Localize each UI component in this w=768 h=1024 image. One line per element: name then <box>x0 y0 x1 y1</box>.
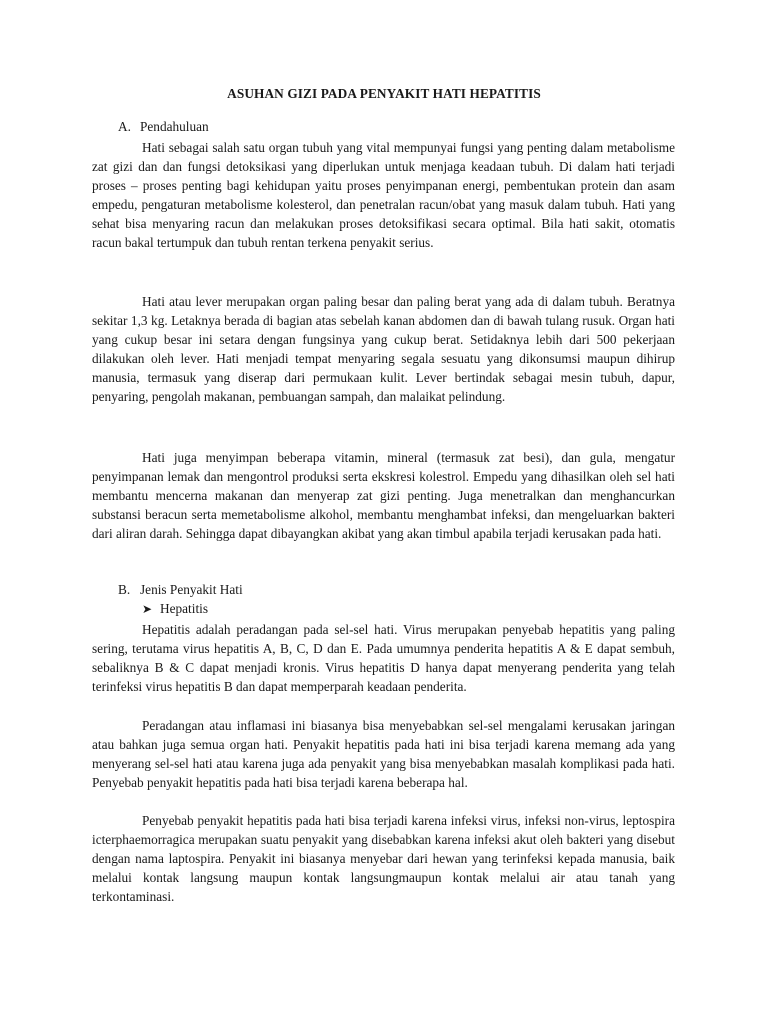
section-a-letter: A. <box>118 119 131 134</box>
paragraph <box>92 811 675 906</box>
paragraph <box>92 292 675 407</box>
paragraph-text: Penyebab penyakit hepatitis pada hati bisa terjadi karena infeksi virus, infeksi non-virus, leptospira icterphaemorragica merupakan suatu penyakit yang disebabkan karena infeksi akut oleh bakteri yang disebut dengan nama laptospira. Penyakit ini biasanya menyebar dari hewan yang terinfeksi kepada manusia, baik melalui kontak langsung maupun kontak langsungmaupun kontak melalui air atau tanah yang terkontaminasi. <box>92 813 675 905</box>
section-b-heading <box>118 582 243 598</box>
section-a-heading <box>118 119 209 135</box>
arrow-right-icon: ➤ <box>142 602 153 616</box>
paragraph-text: Hepatitis adalah peradangan pada sel-sel hati. Virus merupakan penyebab hepatitis yang paling sering, terutama virus hepatitis A, B, C, D dan E. Pada umumnya penderita hepatitis A & E dapat sembuh, sebaliknya B & C dapat menjadi kronis. Virus hepatitis D hanya dapat menyerang penderita yang telah terinfeksi virus hepatitis B dan dapat memperparah keadaan penderita. <box>92 622 675 695</box>
paragraph <box>92 716 675 792</box>
paragraph-text: Hati sebagai salah satu organ tubuh yang vital mempunyai fungsi yang penting dalam metabolisme zat gizi dan dan fungsi detoksikasi yang diperlukan untuk menjaga keadaan tubuh. Di dalam hati terjadi proses – proses penting bagi kehidupan yaitu proses penyimpanan energi, pembentukan protein dan asam empedu, pengaturan metabolisme kolesterol, dan penetralan racun/obat yang masuk dalam tubuh. Hati yang sehat bisa menyaring racun dan melakukan proses detoksifikasi secara optimal. Bila hati sakit, otomatis racun bakal tertumpuk dan tubuh rentan terkena penyakit serius. <box>92 140 675 251</box>
paragraph-text: Hati juga menyimpan beberapa vitamin, mineral (termasuk zat besi), dan gula, mengatur penyimpanan lemak dan mengontrol produksi serta ekskresi kolestrol. Empedu yang dihasilkan oleh sel hati membantu mencerna makanan dan menyerap zat gizi penting. Juga menetralkan dan menghancurkan substansi beracun serta memetabolisme alkohol, membantu menghambat infeksi, dan mengeluarkan bakteri dari aliran darah. Sehingga dapat dibayangkan akibat yang akan timbul apabila terjadi kerusakan pada hati. <box>92 450 675 542</box>
paragraph-text: Hati atau lever merupakan organ paling besar dan paling berat yang ada di dalam tubuh. Beratnya sekitar 1,3 kg. Letaknya berada di bagian atas sebelah kanan abdomen dan di bawah tulang rusuk. Organ hati yang cukup besar ini setara dengan fungsinya yang cukup berat. Setidaknya lebih dari 500 pekerjaan dilakukan oleh lever. Hati menjadi tempat menyaring segala sesuatu yang dikonsumsi maupun dihirup manusia, termasuk yang diserap dari permukaan kulit. Lever bertindak sebagai mesin tubuh, dapur, penyaring, pengolah makanan, pembuangan sampah, dan malaikat pelindung. <box>92 294 675 405</box>
section-b-letter: B. <box>118 582 131 597</box>
bullet-item <box>142 601 208 617</box>
paragraph <box>92 448 675 543</box>
paragraph-text: Peradangan atau inflamasi ini biasanya bisa menyebabkan sel-sel mengalami kerusakan jaringan atau bahkan juga semua organ hati. Penyakit hepatitis pada hati ini bisa terjadi karena memang ada yang menyerang sel-sel hati atau karena juga ada penyakit yang bisa menyebabkan masalah komplikasi pada hati. Penyebab penyakit hepatitis pada hati bisa terjadi karena beberapa hal. <box>92 718 675 791</box>
document-title: ASUHAN GIZI PADA PENYAKIT HATI HEPATITIS <box>227 86 541 101</box>
section-a-title: Pendahuluan <box>140 119 209 134</box>
paragraph <box>92 620 675 696</box>
bullet-text: Hepatitis <box>160 601 209 616</box>
section-b-title: Jenis Penyakit Hati <box>140 582 243 597</box>
paragraph <box>92 138 675 253</box>
